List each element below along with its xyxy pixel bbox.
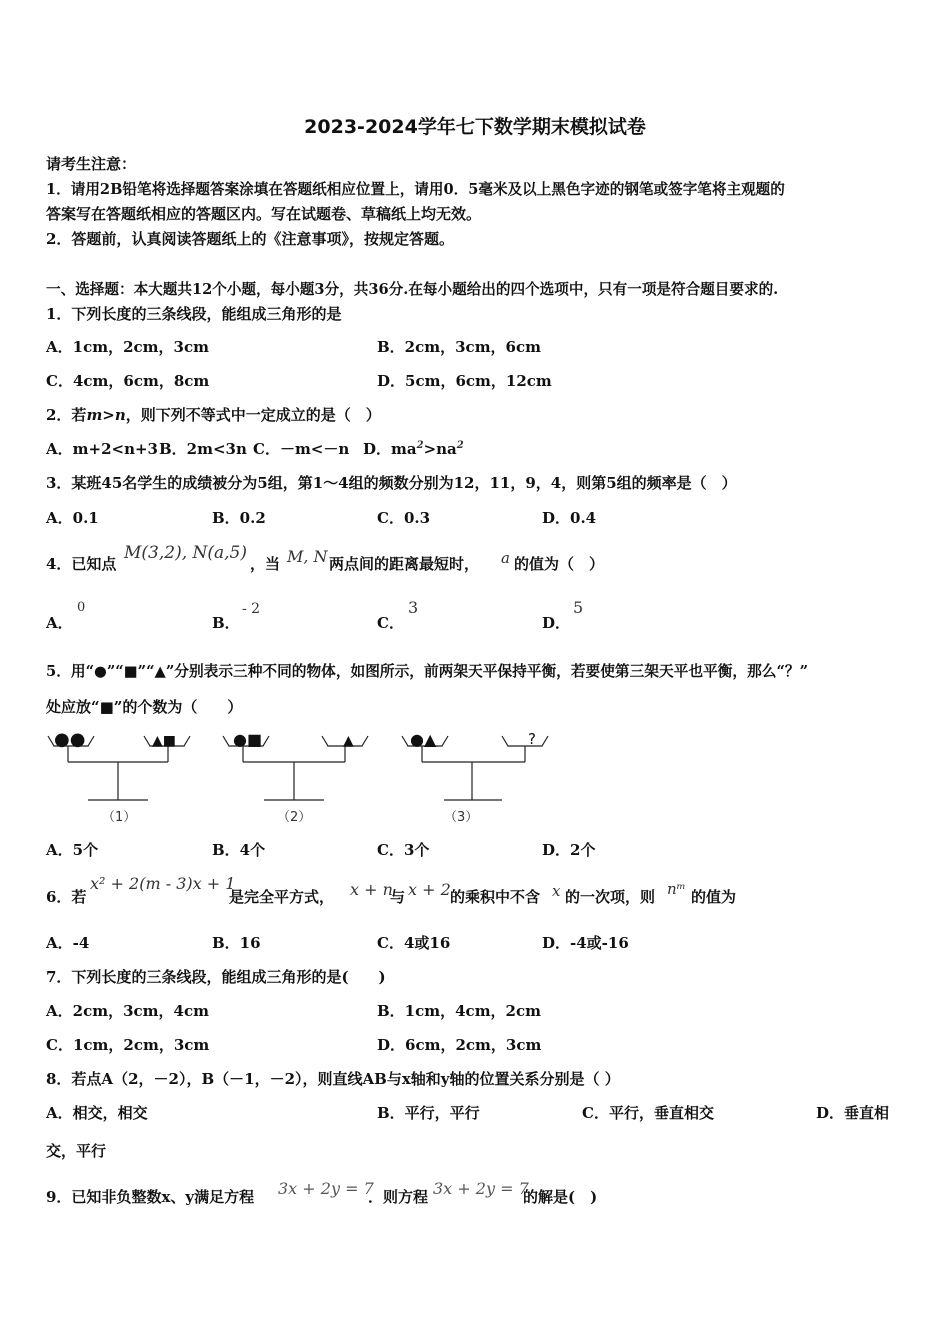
q6-mid-2: 与 bbox=[390, 888, 406, 906]
notice-line-1b: 答案写在答题纸相应的答题区内。写在试题卷、草稿纸上均无效。 bbox=[46, 205, 482, 223]
q8-option-a: A．相交，相交 bbox=[46, 1104, 148, 1122]
q6-option-d: D．-4或-16 bbox=[542, 934, 629, 952]
q3-stem: 3．某班45名学生的成绩被分为5组，第1～4组的频数分别为12，11，9，4，则第5组的频率是（ ） bbox=[46, 474, 737, 492]
q7-option-a: A．2cm，3cm，4cm bbox=[46, 1002, 209, 1020]
q2-option-d-exp2: 2 bbox=[456, 440, 464, 451]
q2-stem bbox=[46, 404, 381, 425]
q6-suffix: 的值为 bbox=[691, 888, 737, 906]
q2-condition: m>n bbox=[86, 406, 126, 424]
q7-option-b: B．1cm，4cm，2cm bbox=[377, 1002, 542, 1020]
q6-prefix: 6．若 bbox=[46, 888, 87, 906]
q6-n-power-m: nᵐ bbox=[667, 880, 686, 898]
scale3-left-objects: ●▲ bbox=[410, 730, 437, 749]
q2-option-d-part2: >na bbox=[423, 440, 457, 458]
q8-option-b: B．平行，平行 bbox=[377, 1104, 480, 1122]
q6-mid-3: 的乘积中不含 bbox=[450, 888, 541, 906]
q2-stem-suffix: ，则下列不等式中一定成立的是（ ） bbox=[125, 406, 381, 424]
q5-stem-line2: 处应放“■”的个数为（ ） bbox=[46, 698, 243, 716]
q2-option-d-exp1: 2 bbox=[416, 440, 424, 451]
q4-option-a-value: 0 bbox=[77, 600, 86, 615]
q4-option-a: A． bbox=[46, 614, 73, 632]
q4-option-d: D． bbox=[542, 614, 571, 632]
q6-expression-2: x + n bbox=[350, 880, 393, 899]
q1-option-d: D．5cm，6cm，12cm bbox=[377, 372, 552, 390]
q9-mid: ．则方程 bbox=[368, 1188, 429, 1206]
q4-mid: ，当 bbox=[250, 555, 281, 573]
scale2-right-objects: ▲ bbox=[343, 733, 354, 749]
q6-option-b: B．16 bbox=[212, 934, 261, 952]
scale1-left-objects: ●● bbox=[54, 729, 86, 750]
q1-option-c: C．4cm，6cm，8cm bbox=[46, 372, 210, 390]
q2-option-d bbox=[363, 438, 464, 459]
scale1-right-objects: ▲■ bbox=[152, 733, 176, 749]
notice-heading: 请考生注意： bbox=[46, 155, 137, 173]
q9-equation-1: 3x + 2y = 7 bbox=[278, 1179, 374, 1198]
q8-option-d: D．垂直相 bbox=[816, 1104, 890, 1122]
q5-option-c: C．3个 bbox=[377, 841, 430, 859]
q3-option-d: D．0.4 bbox=[542, 509, 597, 527]
q1-stem: 1．下列长度的三条线段，能组成三角形的是 bbox=[46, 305, 342, 323]
q6-option-a: A．-4 bbox=[46, 934, 90, 952]
figure-label-2: （2） bbox=[277, 810, 312, 825]
q8-option-d-continued: 交，平行 bbox=[46, 1142, 107, 1160]
q4-prefix: 4．已知点 bbox=[46, 555, 117, 573]
q5-option-d: D．2个 bbox=[542, 841, 596, 859]
q4-option-c: C． bbox=[377, 614, 404, 632]
q4-option-c-value: 3 bbox=[408, 598, 419, 617]
q2-option-c: C．－m<－n bbox=[253, 440, 350, 458]
q9-equation-2: 3x + 2y = 7 bbox=[433, 1179, 529, 1198]
q1-option-a: A．1cm，2cm，3cm bbox=[46, 338, 209, 356]
section-heading: 一、选择题：本大题共12个小题，每小题3分，共36分.在每小题给出的四个选项中，只有一项是符合题目要求的. bbox=[46, 281, 779, 298]
q4-suffix: 的值为（ ） bbox=[514, 555, 605, 573]
figure-label-3: （3） bbox=[444, 810, 479, 825]
q2-stem-prefix: 2．若 bbox=[46, 406, 87, 424]
q5-stem-line1: 5．用“●”“■”“▲”分别表示三种不同的物体，如图所示，前两架天平保持平衡，若要使第三架天平也平衡，那么“？” bbox=[46, 663, 809, 680]
q4-option-b: B． bbox=[212, 614, 240, 632]
q6-expression-1: x² + 2(m - 3)x + 1 bbox=[90, 874, 236, 893]
q9-prefix: 9．已知非负整数x、y满足方程 bbox=[46, 1188, 255, 1206]
q7-option-c: C．1cm，2cm，3cm bbox=[46, 1036, 210, 1054]
q5-option-b: B．4个 bbox=[212, 841, 266, 859]
q2-option-b: B．2m<3n bbox=[159, 440, 247, 458]
q9-suffix: 的解是( ) bbox=[523, 1188, 598, 1206]
q6-variable-x: x bbox=[552, 882, 561, 900]
q2-option-a: A．m+2<n+3 bbox=[46, 440, 158, 458]
scale3-right-objects: ? bbox=[528, 730, 536, 748]
q6-mid-1: 是完全平方式， bbox=[229, 888, 335, 906]
q6-expression-3: x + 2 bbox=[408, 880, 451, 899]
scale2-left-objects: ●■ bbox=[233, 730, 263, 749]
balance-figures bbox=[40, 724, 570, 829]
q4-mn: M, N bbox=[287, 547, 328, 566]
figure-label-1: （1） bbox=[102, 810, 137, 825]
q7-stem: 7．下列长度的三条线段，能组成三角形的是( ) bbox=[46, 968, 386, 986]
q7-option-d: D．6cm，2cm，3cm bbox=[377, 1036, 542, 1054]
q4-variable-a: a bbox=[501, 549, 510, 567]
q6-mid-4: 的一次项，则 bbox=[565, 888, 656, 906]
q3-option-c: C．0.3 bbox=[377, 509, 431, 527]
page-title: 2023-2024学年七下数学期末模拟试卷 bbox=[304, 116, 646, 138]
q8-option-c: C．平行，垂直相交 bbox=[582, 1104, 714, 1122]
notice-line-2: 2．答题前，认真阅读答题纸上的《注意事项》，按规定答题。 bbox=[46, 230, 454, 248]
q8-stem: 8．若点A（2，－2），B（－1，－2），则直线AB与x轴和y轴的位置关系分别是（ ） bbox=[46, 1070, 620, 1088]
q3-option-b: B．0.2 bbox=[212, 509, 266, 527]
q4-mid2: 两点间的距离最短时， bbox=[329, 555, 480, 573]
notice-line-1a: 1．请用2B铅笔将选择题答案涂填在答题纸相应位置上，请用0．5毫米及以上黑色字迹的钢笔或签字笔将主观题的 bbox=[46, 181, 785, 198]
q4-option-d-value: 5 bbox=[573, 598, 584, 617]
q5-option-a: A．5个 bbox=[46, 841, 99, 859]
q1-option-b: B．2cm，3cm，6cm bbox=[377, 338, 542, 356]
q3-option-a: A．0.1 bbox=[46, 509, 99, 527]
q4-option-b-value: - 2 bbox=[242, 601, 261, 617]
q4-points: M(3,2), N(a,5) bbox=[124, 543, 248, 563]
q2-option-d-part1: D．ma bbox=[363, 440, 417, 458]
q6-option-c: C．4或16 bbox=[377, 934, 451, 952]
